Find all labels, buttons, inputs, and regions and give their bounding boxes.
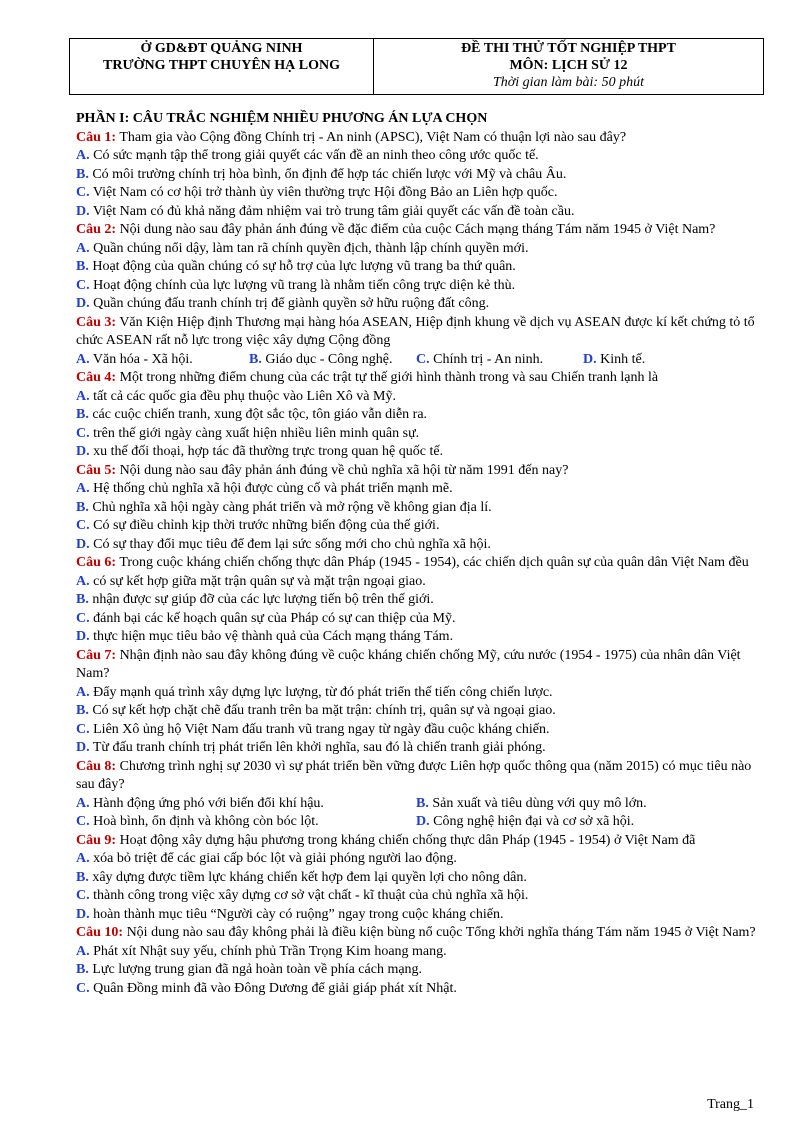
answer-option[interactable] [76, 888, 528, 903]
question-text: Nhận định nào sau đây không đúng về cuộc kháng chiến chống Mỹ, cứu nước (1954 - 1975) của nhân dân Việt Nam? [76, 647, 741, 681]
option-text: có sự kết hợp giữa mặt trận quân sự và mặt trận ngoại giao. [93, 573, 426, 589]
option-text: Hoà bình, ổn định và không còn bóc lột. [93, 814, 319, 829]
question-text: Chương trình nghị sự 2030 vì sự phát triển bền vững được Liên hợp quốc thông qua (năm 2015) có mục tiêu nào sau đây? [76, 758, 752, 792]
question-text: Nội dung nào sau đây phản ánh đúng về đặc điểm của cuộc Cách mạng tháng Tám năm 1945 ở Việt Nam? [119, 222, 716, 237]
exam-info [374, 39, 764, 95]
school-name: TRƯỜNG THPT CHUYÊN HẠ LONG [103, 58, 340, 73]
option-text: Sản xuất và tiêu dùng với quy mô lớn. [432, 795, 647, 811]
option-text: Chủ nghĩa xã hội ngày càng phát triển và mở rộng về không gian địa lí. [92, 499, 492, 515]
option-label: C. [76, 721, 90, 737]
option-label: C. [76, 425, 90, 441]
question-label: Câu 9: [76, 832, 117, 848]
answer-option[interactable] [416, 813, 634, 832]
question [76, 129, 766, 148]
answer-option[interactable] [416, 795, 647, 814]
answer-option[interactable] [76, 278, 515, 293]
answer-option[interactable] [76, 944, 447, 959]
answer-option[interactable] [76, 795, 324, 814]
question-label: Câu 10: [76, 925, 124, 940]
question-label: Câu 1: [76, 129, 117, 145]
question-text: Một trong những điểm chung của các trật tự thế giới hình thành trong và sau Chiến tranh lạnh là [119, 370, 659, 385]
option-text: tất cả các quốc gia đều phụ thuộc vào Liên Xô và Mỹ. [93, 388, 396, 404]
answer-option[interactable] [76, 611, 455, 626]
department-name: Ở GD&ĐT QUẢNG NINH [140, 41, 303, 56]
question-text: Nội dung nào sau đây phản ánh đúng về chủ nghĩa xã hội từ năm 1991 đến nay? [119, 462, 569, 478]
answer-option[interactable] [249, 351, 393, 370]
answer-option[interactable] [76, 167, 566, 182]
option-label: D. [76, 906, 90, 922]
answer-option[interactable] [76, 962, 422, 977]
question [76, 924, 766, 943]
question-text: Văn Kiện Hiệp định Thương mại hàng hóa ASEAN, Hiệp định khung về dịch vụ ASEAN được kí kết chứng tỏ tổ chức ASEAN rất nỗ lực trong việc xây dựng Cộng đồng [76, 314, 755, 348]
answer-option[interactable] [76, 444, 443, 459]
question-text: Nội dung nào sau đây không phải là điều kiện bùng nổ cuộc Tổng khởi nghĩa tháng Tám năm 1945 ở Việt Nam? [126, 925, 756, 940]
time-limit: Thời gian làm bài: 50 phút [493, 75, 644, 90]
answer-option[interactable] [76, 722, 549, 737]
question-label: Câu 2: [76, 222, 117, 237]
option-label: B. [416, 795, 429, 811]
option-label: A. [76, 240, 90, 256]
option-text: Quần chúng đấu tranh chính trị để giành quyền sở hữu ruộng đất công. [93, 296, 490, 311]
option-label: C. [76, 980, 90, 996]
option-text: xu thế đối thoại, hợp tác đã thường trực trong quan hệ quốc tế. [93, 444, 444, 459]
option-text: Hệ thống chủ nghĩa xã hội được củng cố và phát triển mạnh mẽ. [93, 481, 453, 496]
option-label: D. [76, 444, 90, 459]
option-label: A. [76, 795, 90, 811]
question [76, 221, 766, 240]
question-list [76, 129, 766, 999]
question [76, 462, 766, 481]
option-label: C. [76, 610, 90, 626]
question [76, 647, 766, 684]
option-text: Công nghệ hiện đại và cơ sở xã hội. [433, 814, 635, 829]
option-label: A. [76, 573, 90, 589]
option-label: B. [76, 592, 89, 607]
option-label: D. [76, 296, 90, 311]
option-text: Liên Xô ủng hộ Việt Nam đấu tranh vũ trang ngay từ ngày đầu cuộc kháng chiến. [93, 721, 550, 737]
option-text: Văn hóa - Xã hội. [92, 351, 193, 367]
option-text: Quân Đồng minh đã vào Đông Dương để giải giáp phát xít Nhật. [93, 980, 457, 996]
exam-body [76, 110, 766, 998]
question-label: Câu 6: [76, 555, 117, 570]
option-label: A. [76, 481, 90, 496]
option-label: C. [76, 185, 90, 200]
question-text: Hoạt động xây dựng hậu phương trong kháng chiến chống thực dân Pháp (1945 - 1954) ở Việt Nam đã [119, 832, 696, 848]
option-label: B. [76, 499, 89, 515]
option-label: A. [76, 851, 90, 866]
option-label: B. [76, 166, 89, 182]
question-label: Câu 3: [76, 314, 117, 330]
option-text: Có sức mạnh tập thể trong giải quyết các vấn đề an ninh theo công ước quốc tế. [93, 148, 539, 163]
answer-option[interactable] [76, 851, 457, 866]
question-label: Câu 8: [76, 758, 117, 774]
option-label: B. [76, 962, 89, 977]
option-label: B. [76, 703, 89, 718]
question-label: Câu 4: [76, 370, 117, 385]
answer-option[interactable] [76, 259, 516, 274]
option-label: A. [76, 148, 90, 163]
answer-option[interactable] [76, 537, 491, 552]
question-label: Câu 5: [76, 462, 117, 478]
option-label: B. [76, 869, 89, 885]
answer-option[interactable] [76, 500, 492, 515]
option-text: xây dựng được tiềm lực kháng chiến kết hợp đem lại quyền lợi cho nông dân. [92, 869, 527, 885]
option-label: D. [76, 536, 90, 552]
option-text: Hoạt động của quần chúng có sự hỗ trợ của lực lượng vũ trang ba thứ quân. [92, 259, 516, 274]
option-text: Phát xít Nhật suy yếu, chính phủ Trần Trọng Kim hoang mang. [93, 943, 447, 959]
answer-option[interactable] [583, 351, 645, 370]
option-text: Hành động ứng phó với biến đổi khí hậu. [93, 795, 324, 811]
option-text: thành công trong việc xây dựng cơ sở vật chất - kĩ thuật của chủ nghĩa xã hội. [93, 888, 529, 903]
option-label: B. [76, 259, 89, 274]
answer-option[interactable] [76, 351, 193, 370]
option-text: Chính trị - An ninh. [433, 351, 544, 367]
exam-header [69, 38, 764, 95]
option-text: trên thế giới ngày càng xuất hiện nhiều liên minh quân sự. [93, 425, 420, 441]
answer-option[interactable] [76, 685, 553, 700]
option-label: D. [76, 203, 90, 219]
option-label: D. [76, 740, 90, 755]
subject: MÔN: LỊCH SỬ 12 [509, 58, 628, 73]
answer-option[interactable] [76, 481, 453, 496]
question [76, 832, 766, 851]
option-text: Giáo dục - Công nghệ. [265, 351, 393, 367]
option-text: thực hiện mục tiêu bảo vệ thành quả của Cách mạng tháng Tám. [93, 629, 454, 644]
option-text: Kinh tế. [600, 351, 646, 367]
option-text: Quần chúng nổi dậy, làm tan rã chính quyền địch, thành lập chính quyền mới. [93, 240, 529, 256]
option-label: B. [249, 351, 262, 367]
option-text: hoàn thành mục tiêu “Người cày có ruộng” ngay trong cuộc kháng chiến. [93, 906, 504, 922]
option-label: A. [76, 943, 90, 959]
answer-option[interactable] [76, 981, 457, 996]
option-label: C. [416, 351, 430, 367]
exam-title: ĐỀ THI THỬ TỐT NGHIỆP THPT [461, 41, 676, 56]
option-text: Có sự điều chỉnh kịp thời trước những biến động của thế giới. [93, 518, 440, 533]
option-text: Có sự thay đổi mục tiêu để đem lại sức sống mới cho chủ nghĩa xã hội. [93, 536, 491, 552]
option-label: D. [416, 814, 430, 829]
question [76, 758, 766, 795]
answer-option[interactable] [76, 389, 396, 404]
option-text: đánh bại các kế hoạch quân sự của Pháp có sự can thiệp của Mỹ. [93, 610, 456, 626]
option-text: xóa bỏ triệt để các giai cấp bóc lột và giải phóng người lao động. [93, 851, 457, 866]
answer-option[interactable] [76, 241, 528, 256]
option-label: A. [76, 684, 90, 700]
question-label: Câu 7: [76, 647, 117, 663]
answer-option[interactable] [416, 351, 543, 370]
question [76, 369, 766, 388]
question-text: Tham gia vào Cộng đồng Chính trị - An ninh (APSC), Việt Nam có thuận lợi nào sau đây? [119, 129, 627, 145]
answer-option[interactable] [76, 629, 453, 644]
option-text: Hoạt động chính của lực lượng vũ trang là nhằm tiến công trực diện kẻ thù. [93, 277, 516, 293]
answer-option[interactable] [76, 574, 426, 589]
option-label: C. [76, 814, 90, 829]
option-label: A. [76, 351, 90, 367]
question [76, 314, 766, 351]
answer-option[interactable] [76, 185, 558, 200]
option-label: C. [76, 888, 90, 903]
option-text: nhận được sự giúp đỡ của các lực lượng tiến bộ trên thế giới. [92, 592, 434, 607]
answer-option[interactable] [76, 703, 556, 718]
option-label: C. [76, 277, 90, 293]
answer-option[interactable] [76, 407, 427, 422]
option-label: C. [76, 518, 90, 533]
answer-option[interactable] [76, 518, 439, 533]
question [76, 554, 766, 573]
school-info [70, 39, 374, 95]
answer-option[interactable] [76, 426, 419, 441]
answer-option[interactable] [76, 204, 575, 219]
option-label: B. [76, 407, 89, 422]
part-title: PHẦN I: CÂU TRẮC NGHIỆM NHIỀU PHƯƠNG ÁN LỰA CHỌN [76, 111, 488, 126]
answer-option[interactable] [76, 813, 319, 832]
option-text: Lực lượng trung gian đã ngả hoàn toàn về phía cách mạng. [92, 962, 423, 977]
answer-option[interactable] [76, 870, 527, 885]
answer-option[interactable] [76, 148, 539, 163]
option-text: Việt Nam có đủ khả năng đảm nhiệm vai trò trung tâm giải quyết các vấn đề toàn cầu. [92, 203, 575, 219]
page-number: Trang_1 [707, 1097, 754, 1112]
answer-option[interactable] [76, 592, 434, 607]
option-label: D. [583, 351, 597, 367]
option-text: Có sự kết hợp chặt chẽ đấu tranh trên ba mặt trận: chính trị, quân sự và ngoại giao. [92, 703, 556, 718]
question-text: Trong cuộc kháng chiến chống thực dân Pháp (1945 - 1954), các chiến dịch quân sự của quân dân Việt Nam đều [119, 555, 749, 570]
answer-option[interactable] [76, 740, 546, 755]
answer-option[interactable] [76, 907, 504, 922]
option-text: Đẩy mạnh quá trình xây dựng lực lượng, từ đó phát triển thế tiến công chiến lược. [93, 684, 553, 700]
option-text: Từ đấu tranh chính trị phát triển lên khởi nghĩa, sau đó là chiến tranh giải phóng. [92, 740, 546, 755]
option-text: Việt Nam có cơ hội trở thành ủy viên thường trực Hội đồng Bảo an Liên hợp quốc. [92, 185, 558, 200]
option-text: Có môi trường chính trị hòa bình, ổn định để hợp tác chiến lược với Mỹ và châu Âu. [92, 166, 567, 182]
option-text: các cuộc chiến tranh, xung đột sắc tộc, tôn giáo vẫn diễn ra. [92, 407, 428, 422]
answer-option[interactable] [76, 296, 489, 311]
option-label: D. [76, 629, 90, 644]
option-label: A. [76, 388, 90, 404]
